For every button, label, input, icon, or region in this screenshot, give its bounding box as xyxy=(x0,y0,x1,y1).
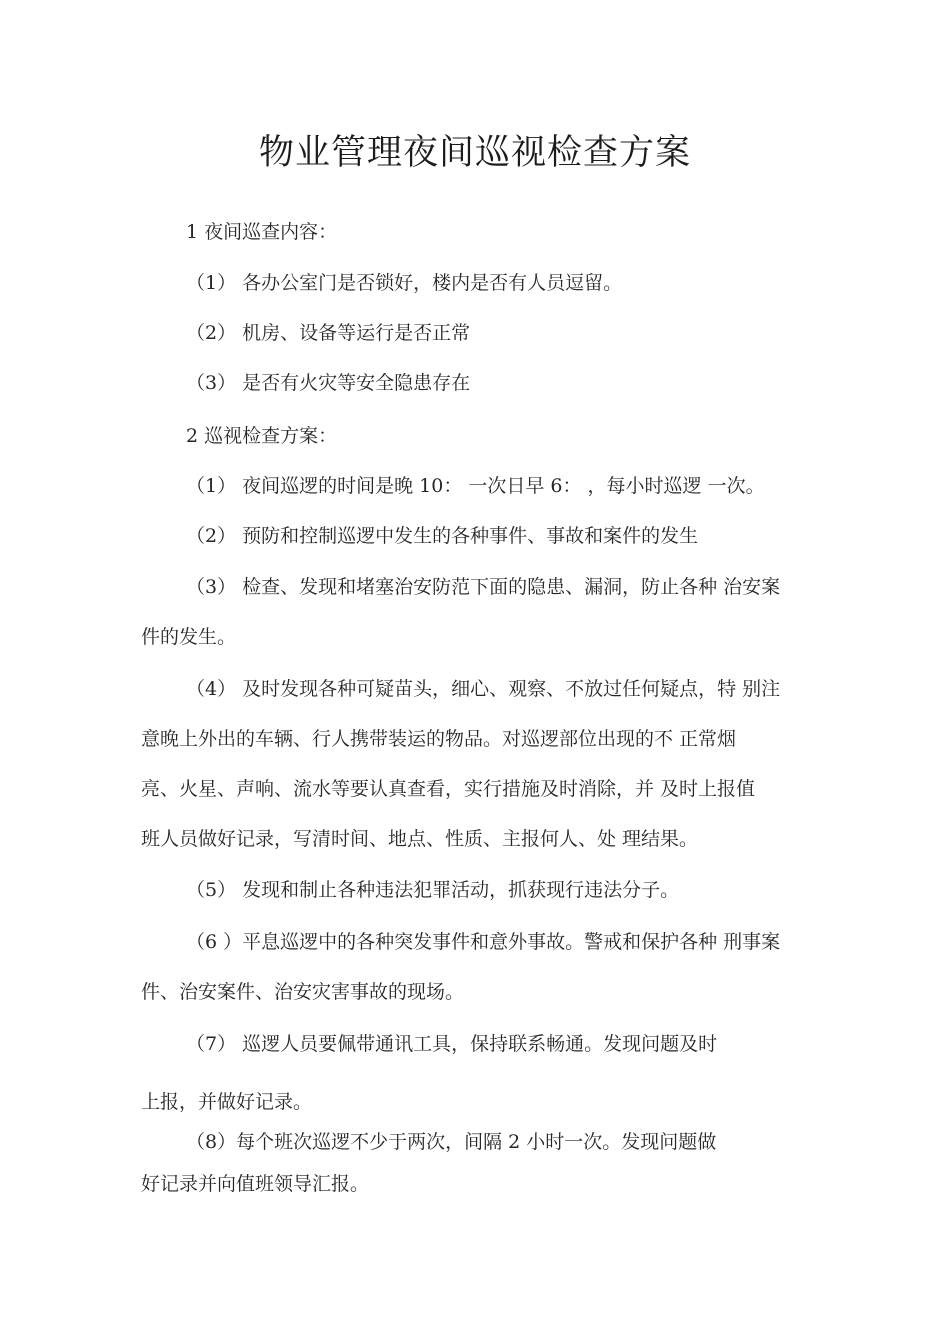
paragraph-line: 件、治安案件、治安灾害事故的现场。 xyxy=(141,981,465,1003)
document-title: 物业管理夜间巡视检查方案 xyxy=(258,133,691,173)
paragraph-line: 好记录并向值班领导汇报。 xyxy=(141,1173,370,1195)
paragraph-line: （8）每个班次巡逻不少于两次，间隔 2 小时一次。发现问题做 xyxy=(186,1131,717,1153)
paragraph-line: （5） 发现和制止各种违法犯罪活动，抓获现行违法分子。 xyxy=(186,879,680,901)
paragraph-line: 意晚上外出的车辆、行人携带装运的物品。对巡逻部位出现的不 正常烟 xyxy=(141,728,737,750)
paragraph-line: （4） 及时发现各种可疑苗头，细心、观察、不放过任何疑点，特 别注 xyxy=(186,678,781,700)
paragraph-line: 件的发生。 xyxy=(141,626,237,648)
paragraph-line: （2） 机房、设备等运行是否正常 xyxy=(186,322,471,344)
paragraph-line: （7） 巡逻人员要佩带通讯工具，保持联系畅通。发现问题及时 xyxy=(186,1033,718,1055)
paragraph-line: （3） 检查、发现和堵塞治安防范下面的隐患、漏洞，防止各种 治安案 xyxy=(186,576,781,598)
paragraph-line: （3） 是否有火灾等安全隐患存在 xyxy=(186,372,471,394)
paragraph-line: （1） 夜间巡逻的时间是晚 10： 一次日早 6： ，每小时巡逻 一次。 xyxy=(186,475,765,497)
paragraph-line: 上报，并做好记录。 xyxy=(141,1091,313,1113)
paragraph-line: 班人员做好记录，写清时间、地点、性质、主报何人、处 理结果。 xyxy=(141,828,699,850)
paragraph-line: （2） 预防和控制巡逻中发生的各种事件、事故和案件的发生 xyxy=(186,525,699,547)
section-heading-inspection-plan: 2 巡视检查方案： xyxy=(186,425,338,447)
paragraph-line: 亮、火星、声响、流水等要认真查看，实行措施及时消除，并 及时上报值 xyxy=(141,778,756,800)
paragraph-line: （6 ）平息巡逻中的各种突发事件和意外事故。警戒和保护各种 刑事案 xyxy=(186,931,781,953)
section-heading-patrol-content: 1 夜间巡查内容： xyxy=(186,221,338,243)
paragraph-line: （1） 各办公室门是否锁好，楼内是否有人员逗留。 xyxy=(186,272,623,294)
